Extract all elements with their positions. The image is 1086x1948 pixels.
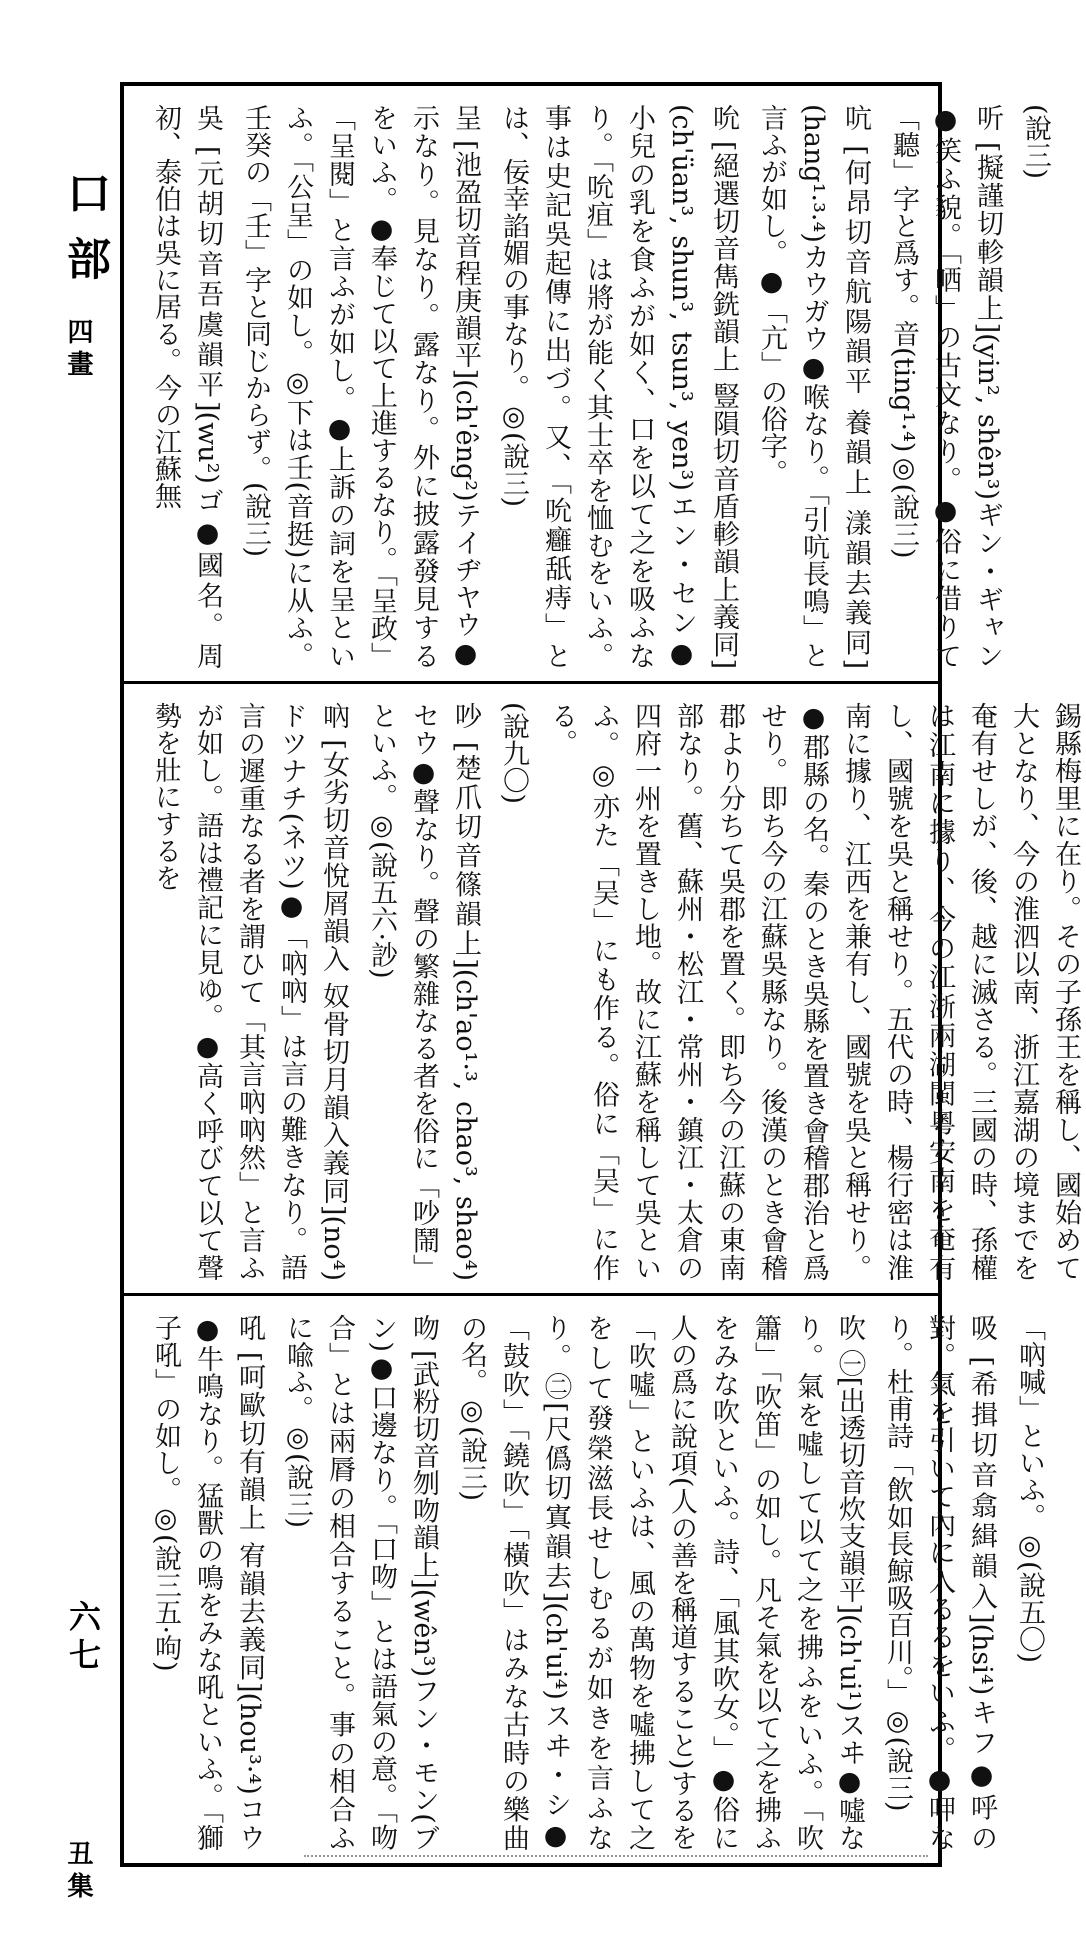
entry-hou: 吼 [呵歐切有韻上 宥韻去義同](hou³·⁴)コウ●牛鳴なり。猛獸の鳴をみな吼といふ。「獅子吼」の如し。◎(說三五·呴): [150, 1314, 265, 1851]
entry-chao: 吵 [楚爪切音篠韻上](ch'ao¹·³, chao³, shao⁴)セウ●聲なり。聲の繁雜なる者を俗に「吵鬧」といふ。◎(說五六·訬): [366, 702, 481, 1281]
stroke-count-label: 四畫: [63, 318, 93, 382]
dictionary-page-frame: [120, 82, 1081, 1867]
radical-label: 口部: [59, 170, 110, 302]
entry-na: 吶 [女劣切音悅屑韻入 奴骨切月韻入義同](no⁴)ドツナチ(ネツ)●「吶吶」は言の難きなり。語言の遲重なる者を謂ひて「其言吶吶然」と言ふが如し。語は禮記に見ゆ。●高く呼びて以て聲勢を壯にするを: [150, 702, 349, 1281]
bottom-print-mark: [304, 1845, 928, 1857]
entry-hang: 吭 [何昂切音航陽韻平 養韻上 漾韻去義同](hang¹·³·⁴)カウガウ●喉なり。「引吭長鳴」と言ふが如し。●「亢」の俗字。: [756, 104, 871, 669]
section-text: [138, 1314, 1050, 1851]
page-number: 六七: [64, 1600, 102, 1676]
section-bottom: [124, 1296, 1045, 1863]
entry-cheng: 呈 [池盈切音程庚韻平](ch'êng²)テイヂヤウ●示なり。見なり。露なり。外に披露發見するをいふ。●奉じて以て上進するなり。「呈政」「呈閱」と言ふが如し。●上訴の詞を呈といふ。「公呈」の如し。◎下は壬(音挺)に从ふ。壬癸の「壬」字と同じからず。(說三): [240, 104, 481, 669]
entry-paragraph: (說九〇): [498, 702, 529, 805]
entry-wu-continued: 錫縣梅里に在り。その子孫王を稱し、國始めて大となり、今の淮泗以南、浙江嘉湖の境までを奄有せしが、後、越に滅さる。三國の時、孫權は江南に據り、今の江浙兩湖閩粵安南を奄有し、國號を吳と稱せり。五代の時、楊行密は淮南に據り、江西を兼有し、國號を吳と稱せり。●郡縣の名。秦のとき吳縣を置き會稽郡治と爲せり。即ち今の江蘇吳縣なり。後漢のとき會稽郡より分ちて吳郡を置く。即ち今の江蘇の東南部なり。舊、蘇州・松江・常州・鎮江・太倉の四府一州を置きし地。故に江蘇を稱して吳といふ。◎亦た「吴」にも作る。俗に「吴」に作る。: [546, 702, 1081, 1282]
entry-chui: 吹 ㊀[出透切音炊支韻平](ch'ui¹)スヰ●噓なり。氣を噓して以て之を拂ふをいふ。「吹簫」「吹笛」の如し。凡そ氣を以て之を拂ふをみな吹といふ。詩、「風其吹女。」●俗に人の爲に說項(人の善を稱道すること)するを「吹噓」といふは、風の萬物を噓拂して之をして發榮滋長せしむるが如きを言ふなり。㊁[尺僞切寘韻去](ch'ui⁴)スヰ・シ●「鼓吹」「鐃吹」「橫吹」はみな古時の樂曲の名。◎(說三): [456, 1314, 865, 1851]
section-top: [124, 86, 1051, 684]
entry-paragraph: (說三): [1020, 104, 1051, 180]
section-text: [138, 702, 1086, 1281]
entry-xi: 吸 [希揖切音翕緝韻入](hsi⁴)キフ●呼の對。氣を引いて內に入るるをいふ。●呷なり。杜甫詩「飲如長鯨吸百川。」◎(說三): [882, 1314, 997, 1851]
entry-wen: 吻 [武粉切音刎吻韻上](wên³)フン・モン(ブン)●口邊なり。「口吻」とは語氣の意。「吻合」とは兩脣の相合すること。事の相合ふに喩ふ。◎(說三): [282, 1314, 439, 1851]
entry-ting: 听 [擬謹切軫韻上](yin², shên³)ギン・ギャン●笑ふ貌。「哂」の古文なり。●俗に借りて「聽」字と爲す。音(ting¹·⁴)◎(說三): [888, 104, 1003, 669]
entry-wu: 吳 [元胡切音吾虞韻平](wu²)ゴ●國名。周初、泰伯は吳に居る。今の江蘇無: [150, 104, 223, 669]
section-middle: [124, 684, 1081, 1296]
entry-na-continued: 「吶喊」といふ。◎(說五〇): [1014, 1314, 1045, 1664]
entry-shun: 吮 [絕選切音雋銑韻上 豎隕切音盾軫韻上義同](ch'üan³, shun³, tsun³, yen³)エン・セン●小兒の乳を食ふが如く、口を以て之を吸ふなり。「吮疽」は將が能く其士卒を恤むをいふ。事は史記吳起傳に出づ。又、「吮癰舐痔」とは、佞幸諂媚の事なり。◎(說三): [498, 104, 739, 670]
section-text: [138, 104, 1056, 669]
volume-label: 丑集: [63, 1840, 93, 1904]
